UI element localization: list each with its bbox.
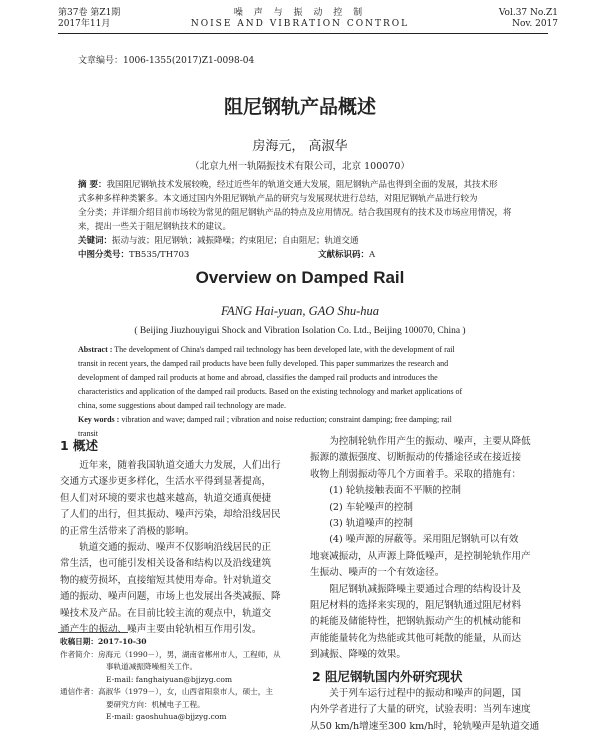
title-en: Overview on Damped Rail: [195, 268, 405, 287]
affiliation-cn: （北京九州一轨隔振技术有限公司，北京 100070）: [190, 161, 410, 172]
affiliation-en: ( Beijing Jiuzhouyigui Shock and Vibration Isolation Co. Ltd., Beijing 100070, China ): [134, 326, 466, 336]
journal-name-en: NOISE AND VIBRATION CONTROL: [190, 19, 410, 29]
section-2-body: [310, 686, 550, 735]
body-line: 为控制轮轨作用产生的振动、噪声，主要从降低: [329, 436, 531, 447]
footnote: [60, 636, 300, 724]
abstract-cn: [78, 178, 538, 262]
doc-code: A: [369, 250, 376, 260]
abstract-en-label: Abstract :: [78, 345, 113, 354]
authors-cn: 房海元， 高淑华: [252, 139, 348, 154]
body-line: 生振动、噪声的一个有效途径。: [310, 567, 445, 579]
body-line: 关于列车运行过程中的振动和噪声的问题，国: [329, 688, 522, 699]
authors-en: FANG Hai-yuan, GAO Shu-hua: [220, 304, 380, 318]
body-line: 声能能量转化为热能或其他可耗散的能量，从而达: [310, 632, 522, 644]
author1-bio-cont: 事轨道减振降噪相关工作。: [106, 662, 198, 671]
body-line: 但人们对环境的要求也越来越高，轨道交通真便捷: [60, 492, 272, 504]
list-item: (1) 轮轨接触表面不平顺的控制: [329, 485, 461, 497]
abstract-cn-line: 我国阻尼钢轨技术发展较晚，经过近些年的轨道交通大发展，阻尼钢轨产品也得到全面的发展，其技术形: [106, 180, 498, 190]
body-line: 物的疲劳损坏，直接缩短其使用寿命。针对轨道交: [60, 574, 272, 586]
body-line: 从50 km/h增速至300 km/h时，轮轨噪声是轨道交通: [310, 720, 540, 732]
body-line: 轨道交通的振动、噪声不仅影响沿线居民的正: [79, 542, 272, 554]
doc-code-label: 文献标识码：: [318, 250, 370, 260]
date-en: Nov. 2017: [512, 19, 558, 29]
body-line: 到减振、降噪的效果。: [310, 649, 406, 661]
abstract-cn-label: 摘 要：: [78, 180, 107, 190]
footnote-rule: [58, 632, 128, 633]
abstract-en: [78, 343, 538, 441]
date-cn: 2017年11月: [58, 19, 111, 29]
title-cn: 阻尼钢轨产品概述: [223, 96, 376, 118]
abstract-cn-line: 全分类；并详细介绍目前市场较为常见的阻尼钢轨产品的特点及应用情况。结合我国现有的技术及市场应用情况，将: [78, 208, 512, 218]
body-line: 振源的激振强度、切断振动的传播途径或在接近接: [310, 452, 522, 464]
author2-email: E-mail: gaoshuhua@bjjzyg.com: [106, 712, 227, 721]
keywords-en-line: transit: [78, 429, 98, 438]
section-1-body: [60, 458, 300, 638]
author2-bio: 通信作者：高淑华（1979－），女，山西省阳泉市人，硕士，主: [60, 687, 273, 696]
author1-email: E-mail: fanghaiyuan@bjjzyg.com: [106, 674, 233, 684]
body-line: 交通方式逐步更多样化，生活水平得到显著提高，: [60, 476, 272, 488]
author2-bio-cont: 要研究方向：机械电子工程。: [106, 699, 205, 709]
list-item: (3) 轨道噪声的控制: [329, 518, 413, 530]
body-line: 地衰减振动，从声源上降低噪声，是控制轮轨作用产: [310, 550, 531, 562]
clc-label: 中图分类号：: [78, 250, 130, 260]
list-item: (4) 噪声源的屏蔽等。采用阻尼钢轨可以有效: [329, 534, 519, 546]
keywords-en-label: Key words :: [78, 415, 120, 424]
clc-number: TB535/TH703: [129, 250, 190, 260]
abstract-cn-line: 来，提出一些关于阻尼钢轨技术的建议。: [78, 222, 232, 232]
body-line: 的耗能及储能特性，把钢轨振动产生的机械动能和: [310, 616, 522, 628]
received-date: 收稿日期：2017-10-30: [60, 637, 147, 646]
body-line: 收物上削弱振动等几个方面着手。采取的措施有：: [310, 468, 522, 480]
abstract-en-line: characteristics and application of the damped rail products. Based on the existing technology and market applications of: [78, 387, 463, 396]
section-1-heading: 1 概述: [60, 438, 99, 453]
body-line: 通的振动、噪声问题，市场上也发展出各类减振、降: [60, 591, 281, 603]
body-line: 近年来，随着我国轨道交通大力发展，人们出行: [79, 460, 281, 471]
keywords-cn-label: 关键词：: [78, 236, 113, 246]
body-line: 阻尼钢轨减振降噪主要通过合理的结构设计及: [329, 583, 522, 595]
header-rule: [58, 33, 548, 34]
keywords-cn: 振动与波；阻尼钢轨；减振降噪；约束阻尼；自由阻尼；轨道交通: [112, 236, 359, 246]
author1-bio: 作者简介：房海元（1990－），男，湖南省郴州市人，工程师，从: [60, 649, 281, 659]
abstract-en-line: development of damped rail products at home and abroad, classifies the damped rail products and introduces the: [78, 373, 438, 382]
article-number: 文章编号：1006-1355(2017)Z1-0098-04: [78, 56, 255, 66]
abstract-cn-line: 式多种多样种类繁多。本文通过国内外阻尼钢轨产品的研究与发展现状进行总结，对阻尼钢轨产品进行较为: [78, 194, 478, 204]
volume-issue-en: Vol.37 No.Z1: [498, 8, 558, 18]
section-2-heading: 2 阻尼钢轨国内外研究现状: [312, 669, 463, 684]
body-line: 噪技术及产品。在目前比较主流的观点中，轨道交: [60, 607, 272, 619]
body-line: 通产生的振动、噪声主要由轮轨相互作用引发。: [60, 624, 262, 636]
body-line: 的正常生活带来了消极的影响。: [60, 525, 195, 537]
keywords-en-line: vibration and wave; damped rail ; vibration and noise reduction; constraint damping; free damping; rail: [121, 415, 452, 424]
abstract-en-line: The development of China's damped rail technology has been developed late, with the development of rail: [114, 345, 455, 354]
volume-issue-cn: 第37卷 第Z1期: [58, 8, 121, 18]
right-column: [310, 434, 550, 664]
journal-name-cn: 噪 声 与 振 动 控 制: [233, 8, 367, 18]
abstract-en-line: china, some suggestions about damped rail technology are made.: [78, 401, 286, 410]
body-line: 常生活，也可能引发相关设备和结构以及沿线建筑: [60, 558, 272, 570]
body-line: 阻尼材料的选择来实现的，阻尼钢轨通过阻尼材料: [310, 600, 522, 612]
abstract-en-line: transit in recent years, the damped rail products have been fully developed. This paper summarizes the research and: [78, 359, 449, 368]
body-line: 了人们的出行，但其振动、噪声污染，却给沿线居民: [60, 509, 281, 521]
body-line: 内外学者进行了大量的研究，试验表明：当列车速度: [310, 704, 531, 716]
list-item: (2) 车轮噪声的控制: [329, 501, 413, 513]
